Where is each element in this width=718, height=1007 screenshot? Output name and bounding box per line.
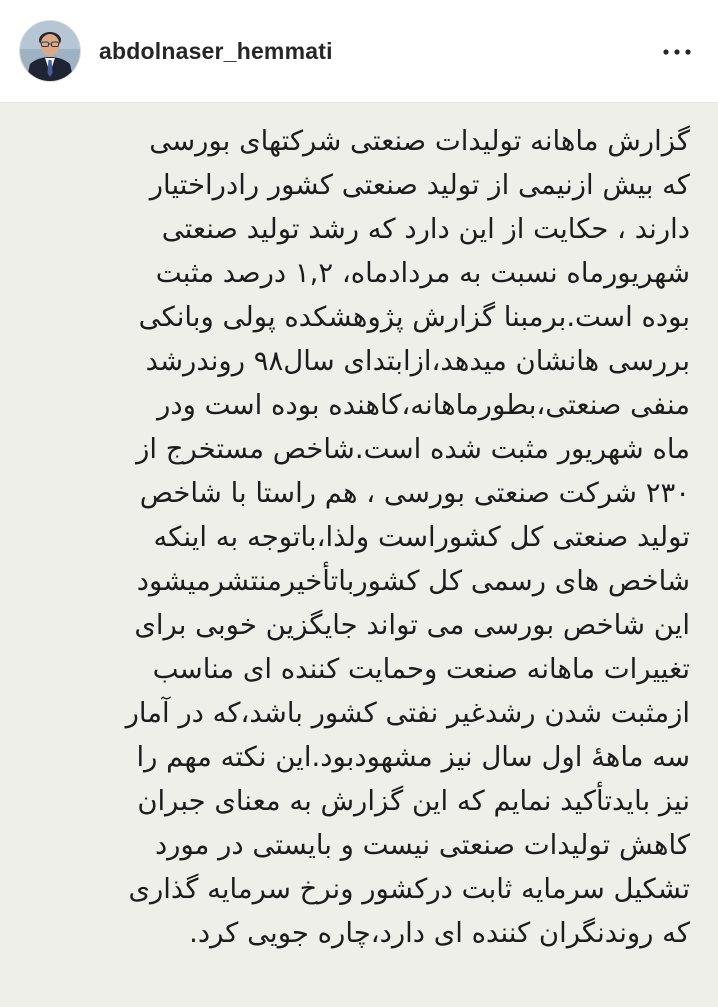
profile-avatar[interactable] [20, 21, 80, 81]
post-header [0, 0, 718, 103]
post-image [0, 103, 718, 1007]
more-options-button[interactable] [657, 38, 697, 66]
profile-photo-icon [20, 21, 80, 81]
username[interactable]: abdolnaser_hemmati [99, 38, 333, 64]
more-options-icon [657, 38, 697, 66]
post-text-body: گزارش ماهانه تولیدات صنعتی شرکتهای بورسی که بیش ازنیمی از تولید صنعتی کشور رادراختیار دارند ، حکایت از این دارد که رشد تولید صنعتی شهریورماه نسبت به مردادماه، ۱,۲ درصد مثبت بوده است.برمبنا گزارش پژوهشکده پولی وبانکی بررسی هانشان میدهد،ازابتدای سال۹۸ روندرشد منفی صنعتی،بطورماهانه،کاهنده بوده است ودر ماه شهریور مثبت شده است.شاخص مستخرج از ۲۳۰ شرکت صنعتی بورسی ، هم راستا با شاخص تولید صنعتی کل کشوراست ولذا،باتوجه به اینکه شاخص های رسمی کل کشورباتأخیرمنتشرمیشود این شاخص بورسی می تواند جایگزین خوبی برای تغییرات ماهانه صنعت وحمایت کننده ای مناسب ازمثبت شدن رشدغیر نفتی کشور باشد،که در آمار سه ماههٔ اول سال نیز مشهودبود.این نکته مهم را نیز بایدتأکید نمایم که این گزارش به معنای جبران کاهش تولیدات صنعتی نیست و بایستی در مورد تشکیل سرمایه ثابت درکشور ونرخ سرمایه گذاری که روندنگران کننده ای دارد،چاره جویی کرد. [125, 125, 690, 949]
